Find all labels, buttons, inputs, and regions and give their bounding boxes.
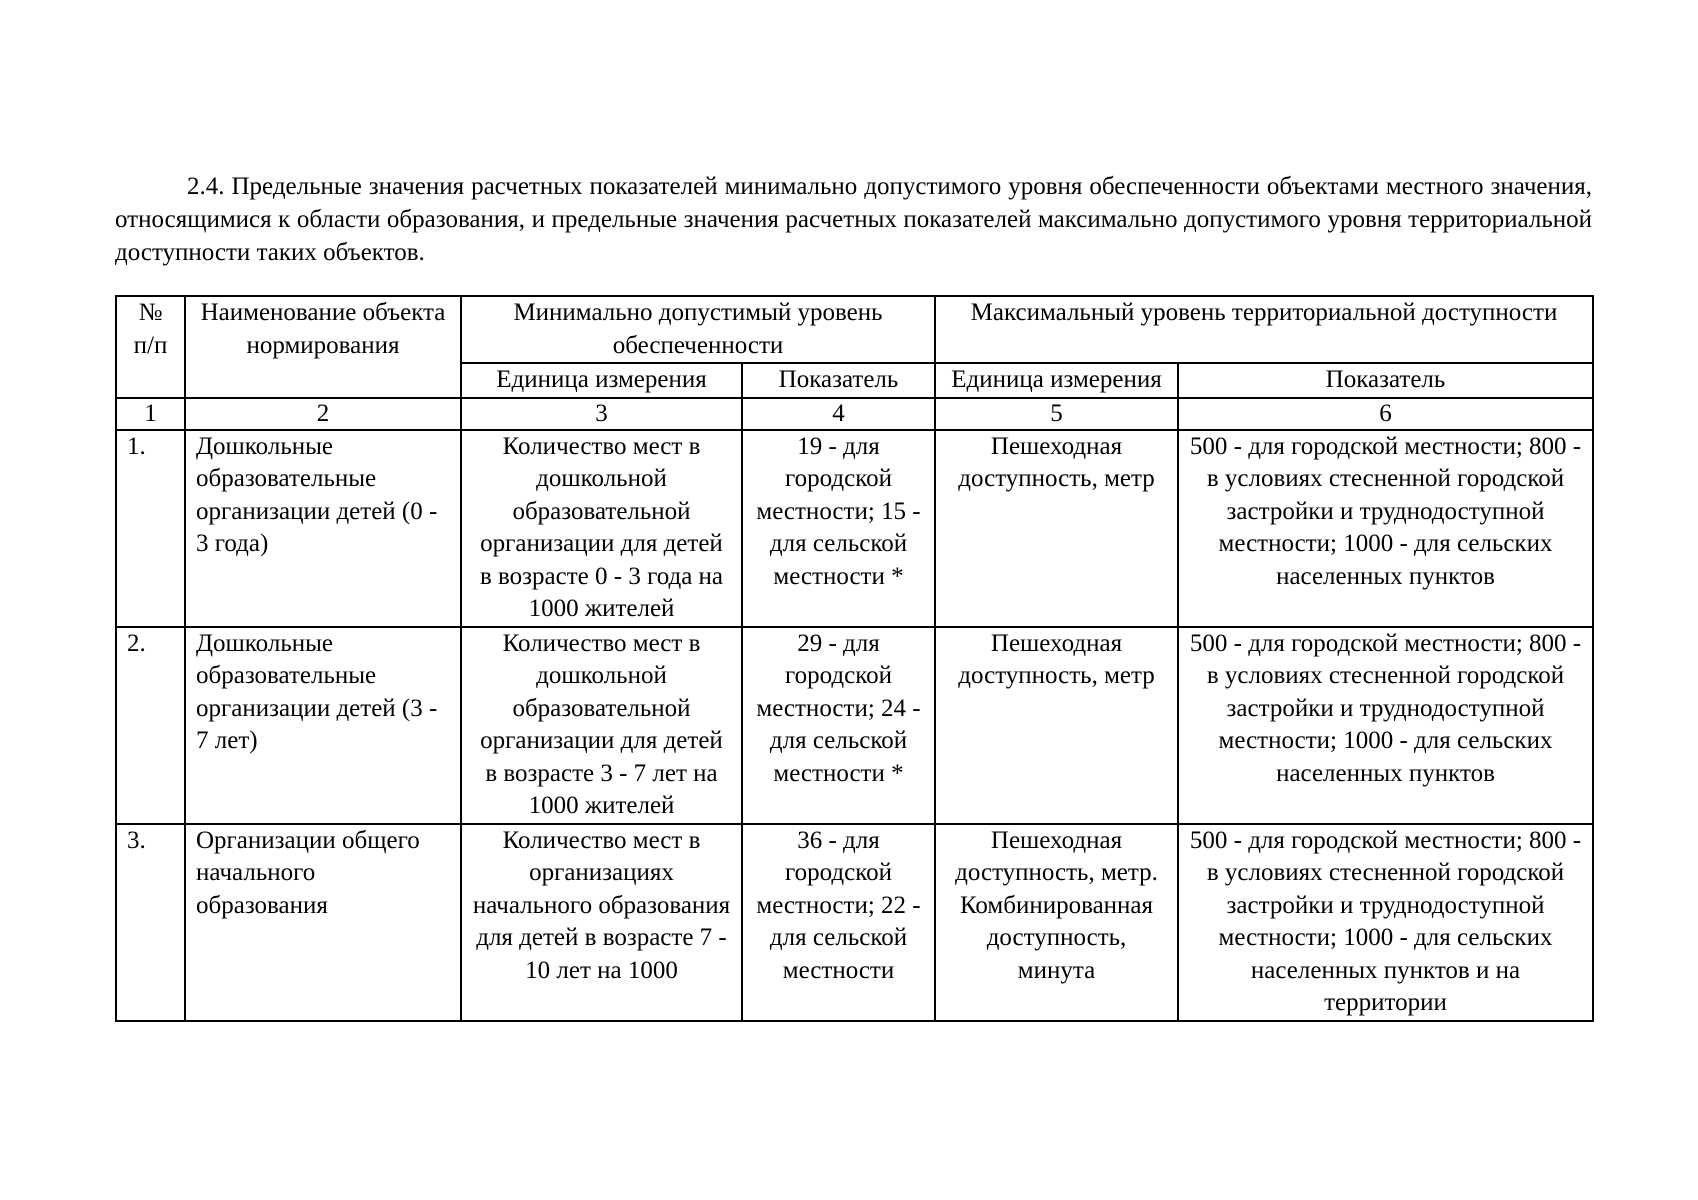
column-number: 2 — [185, 398, 461, 430]
row-object-name: Дошкольные образовательные организации детей (0 - 3 года) — [185, 430, 461, 627]
row-unit-max: Пешеходная доступность, метр — [935, 627, 1178, 824]
header-value-min: Показатель — [742, 363, 935, 398]
row-value-min: 36 - для городской местности; 22 - для сельской местности — [742, 824, 935, 1021]
column-number: 5 — [935, 398, 1178, 430]
header-num: № п/п — [116, 296, 185, 398]
column-number: 1 — [116, 398, 185, 430]
column-number: 4 — [742, 398, 935, 430]
column-number: 3 — [461, 398, 742, 430]
row-value-max: 500 - для городской местности; 800 - в условиях стесненной городской застройки и труднодоступной местности; 1000 - для сельских населенных пунктов и на территории — [1178, 824, 1593, 1021]
section-intro-paragraph: 2.4. Предельные значения расчетных показателей минимально допустимого уровня обеспеченности объектами местного значения, относящимися к области образования, и предельные значения расчетных показателей максимально допустимого уровня территориальной доступности таких объектов. — [115, 173, 1592, 266]
header-unit-min: Единица измерения — [461, 363, 742, 398]
column-number: 6 — [1178, 398, 1593, 430]
header-max-group: Максимальный уровень территориальной доступности — [935, 296, 1593, 363]
row-unit-min: Количество мест в организациях начального образования для детей в возрасте 7 - 10 лет на 1000 — [461, 824, 742, 1021]
row-unit-max: Пешеходная доступность, метр — [935, 430, 1178, 627]
row-value-min: 19 - для городской местности; 15 - для сельской местности * — [742, 430, 935, 627]
row-object-name: Дошкольные образовательные организации детей (3 - 7 лет) — [185, 627, 461, 824]
header-row-1 — [116, 296, 1593, 363]
document-page — [115, 170, 1592, 1022]
table-row — [116, 824, 1593, 1021]
row-unit-min: Количество мест в дошкольной образовательной организации для детей в возрасте 3 - 7 лет на 1000 жителей — [461, 627, 742, 824]
row-unit-min: Количество мест в дошкольной образовательной организации для детей в возрасте 0 - 3 года на 1000 жителей — [461, 430, 742, 627]
row-unit-max: Пешеходная доступность, метр. Комбинированная доступность, минута — [935, 824, 1178, 1021]
header-min-group: Минимально допустимый уровень обеспеченности — [461, 296, 935, 363]
header-value-max: Показатель — [1178, 363, 1593, 398]
column-numbers-row — [116, 398, 1593, 430]
table-row — [116, 430, 1593, 627]
row-value-max: 500 - для городской местности; 800 - в условиях стесненной городской застройки и труднодоступной местности; 1000 - для сельских населенных пунктов — [1178, 627, 1593, 824]
header-name: Наименование объекта нормирования — [185, 296, 461, 398]
row-value-min: 29 - для городской местности; 24 - для сельской местности * — [742, 627, 935, 824]
row-value-max: 500 - для городской местности; 800 - в условиях стесненной городской застройки и труднодоступной местности; 1000 - для сельских населенных пунктов — [1178, 430, 1593, 627]
row-number: 2. — [116, 627, 185, 824]
row-number: 3. — [116, 824, 185, 1021]
row-number: 1. — [116, 430, 185, 627]
table-row — [116, 627, 1593, 824]
row-object-name: Организации общего начального образования — [185, 824, 461, 1021]
norms-table — [115, 295, 1594, 1022]
header-unit-max: Единица измерения — [935, 363, 1178, 398]
